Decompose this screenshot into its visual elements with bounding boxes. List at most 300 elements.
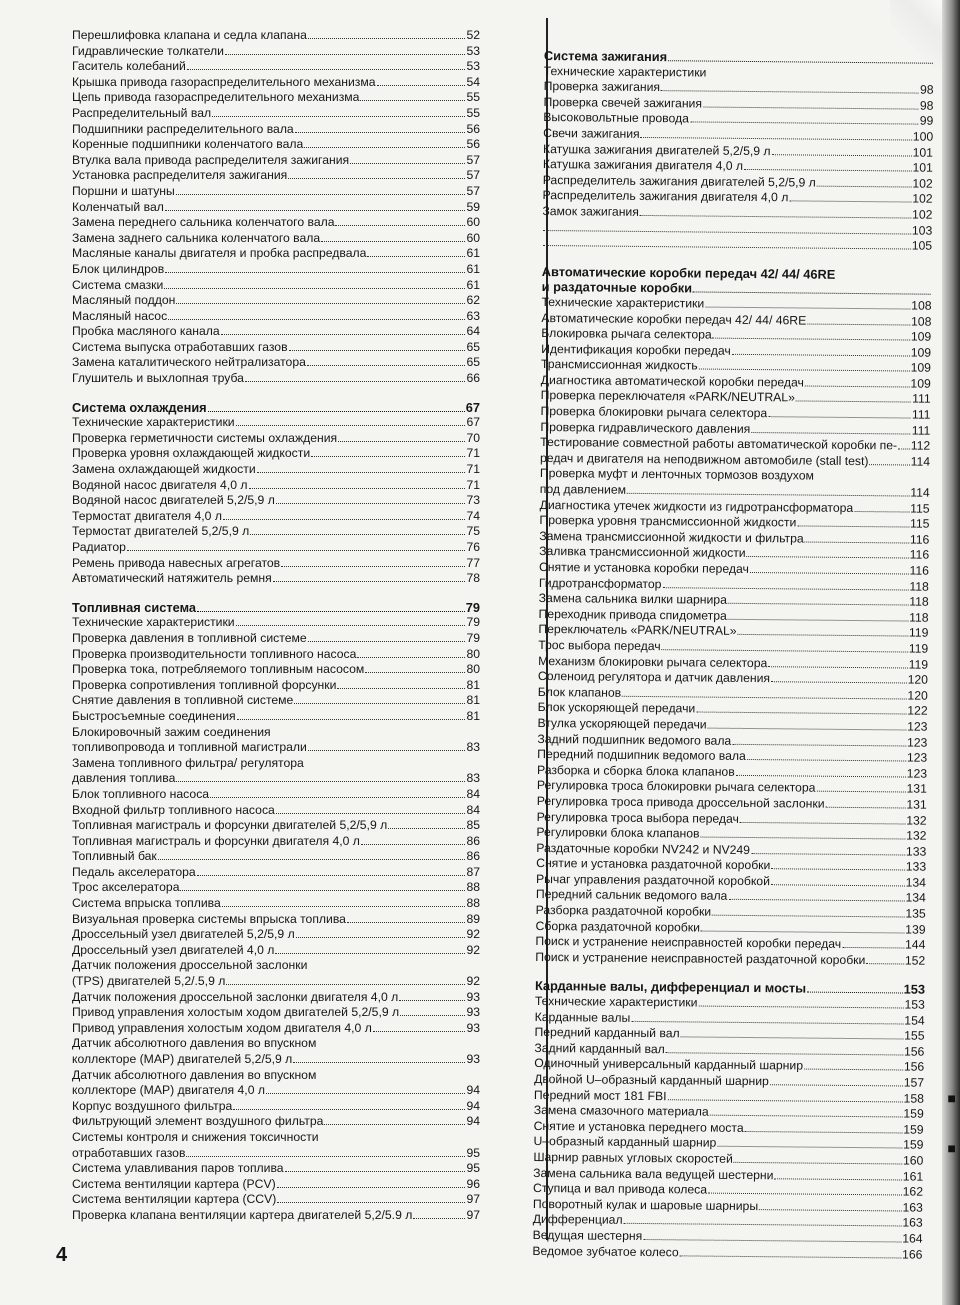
- toc-entry-title: Система зажигания: [543, 48, 668, 65]
- toc-entry-page: 153: [904, 997, 925, 1012]
- toc-entry-page: 153: [903, 981, 926, 998]
- toc-entry: [72, 371, 480, 387]
- toc-entry-page: 92: [466, 927, 480, 942]
- dot-leader: [854, 511, 909, 513]
- toc-entry-title: Заливка трансмиссионной жидкости: [539, 544, 746, 561]
- dot-leader: [186, 1156, 465, 1157]
- dot-leader: [257, 472, 466, 473]
- toc-entry: [72, 740, 480, 756]
- toc-entry-page: 159: [903, 1137, 924, 1153]
- toc-entry-page: 166: [902, 1247, 923, 1262]
- toc-entry-page: 100: [912, 129, 934, 144]
- dot-leader: [738, 634, 908, 637]
- toc-entry: [72, 647, 480, 663]
- toc-entry-page: 116: [909, 532, 930, 547]
- book-spine-edge: [942, 0, 960, 1305]
- toc-entry: [72, 309, 480, 325]
- toc-entry-title: Распределительный вал: [72, 105, 212, 120]
- toc-entry-page: 152: [904, 953, 926, 968]
- toc-entry-page: 156: [903, 1059, 925, 1075]
- toc-entry: [72, 880, 480, 896]
- toc-entry-title: Проверка уровня охлаждающей жидкости: [72, 446, 311, 461]
- dot-leader: [347, 922, 465, 923]
- toc-entry-page: 61: [466, 261, 480, 276]
- toc-entry-title: Перешлифовка клапана и седла клапана: [72, 28, 307, 42]
- toc-entry-title: Катушка зажигания двигателей 5,2/5,9 л: [542, 141, 771, 158]
- dot-leader: [361, 844, 466, 845]
- toc-entry: [72, 1099, 480, 1115]
- dot-leader: [805, 385, 910, 387]
- toc-entry: [72, 524, 480, 540]
- toc-entry: [72, 571, 480, 587]
- toc-entry-title: Проверка блокировки рычага селектора: [540, 404, 768, 421]
- dot-leader: [768, 666, 907, 668]
- dot-leader: [700, 837, 905, 840]
- toc-entry-title: Диагностика утечек жидкости из гидротрансформатора: [539, 497, 854, 515]
- toc-entry: [72, 106, 480, 122]
- dot-leader: [276, 813, 466, 814]
- toc-entry-page: 71: [466, 446, 480, 461]
- dot-leader: [208, 411, 465, 412]
- toc-entry: [72, 693, 480, 709]
- toc-entry-title: Система улавливания паров топлива: [72, 1161, 284, 1176]
- dot-leader: [734, 1162, 902, 1165]
- toc-entry-page: 92: [466, 942, 480, 957]
- dot-leader: [176, 194, 466, 195]
- toc-entry: [72, 59, 480, 75]
- toc-entry-title: Замена переднего сальника коленчатого вала: [72, 215, 335, 230]
- dot-leader: [680, 1255, 901, 1258]
- toc-entry-title: Технические характеристики: [543, 63, 707, 80]
- dot-leader: [713, 338, 910, 341]
- toc-entry-title: Проверка сопротивления топливной форсунки: [72, 677, 337, 692]
- dot-leader: [698, 1006, 903, 1009]
- dot-leader: [732, 354, 910, 357]
- toc-entry-title: Проверка производительности топливного насоса: [72, 646, 357, 661]
- dot-leader: [805, 541, 909, 543]
- toc-entry-page: 93: [466, 1020, 480, 1035]
- toc-entry-page: 53: [466, 43, 480, 58]
- toc-entry: [72, 44, 480, 60]
- toc-entry-page: 116: [909, 563, 930, 578]
- toc-entry: [72, 137, 480, 153]
- dot-leader: [225, 54, 465, 55]
- toc-entry-title: Проверка клапана вентиляции картера двигателей 5,2/5.9 л: [72, 1207, 413, 1222]
- toc-entry: [72, 478, 480, 494]
- dot-leader: [223, 519, 466, 520]
- dot-leader: [293, 1062, 465, 1063]
- toc-entry-title: Автоматический натяжитель ремня: [72, 571, 272, 586]
- dot-leader: [273, 581, 466, 582]
- toc-entry-page: 114: [910, 485, 930, 500]
- toc-entry-page: 159: [903, 1122, 924, 1137]
- toc-entry-page: 134: [905, 890, 926, 906]
- toc-entry-page: 111: [911, 423, 931, 438]
- toc-entry-page: 116: [909, 547, 930, 563]
- toc-entry-page: 115: [910, 501, 930, 516]
- toc-entry-page: 78: [466, 571, 480, 586]
- dot-leader: [413, 1218, 465, 1219]
- toc-entry: [72, 231, 480, 247]
- toc-entry-title: Ремень привода навесных агрегатов: [72, 555, 281, 570]
- toc-entry-page: 74: [466, 508, 480, 523]
- toc-entry-page: 84: [466, 786, 480, 801]
- toc-entry: [72, 431, 480, 447]
- toc-entry-title: Система вентиляции картера (CCV): [72, 1192, 277, 1207]
- dot-leader: [377, 85, 466, 86]
- dot-leader: [816, 791, 905, 793]
- dot-leader: [276, 503, 466, 504]
- toc-entry-page: 92: [466, 974, 480, 989]
- dot-leader: [275, 953, 465, 954]
- dot-leader: [728, 619, 908, 622]
- toc-entry-title: Замок зажигания: [542, 203, 639, 219]
- toc-entry-title: Гидравлические толкатели: [72, 43, 224, 58]
- toc-entry-title: Технические характеристики: [72, 615, 235, 630]
- toc-entry-page: 115: [909, 516, 930, 531]
- toc-entry-title: Замена топливного фильтра/ регулятора: [72, 755, 304, 770]
- dot-leader: [335, 225, 465, 226]
- toc-entry: [72, 927, 480, 943]
- toc-entry-page: 123: [907, 719, 928, 734]
- toc-entry-title: Технические характеристики: [534, 993, 698, 1010]
- toc-entry-title: Топливный бак: [72, 849, 157, 864]
- toc-entry-page: 155: [904, 1028, 925, 1043]
- dot-leader: [307, 365, 466, 366]
- dot-leader: [266, 1093, 465, 1094]
- toc-entry: [72, 278, 480, 294]
- toc-entry: [72, 75, 480, 91]
- dot-leader: [842, 947, 904, 949]
- toc-entry: [72, 1177, 480, 1193]
- toc-entry-title: Системы контроля и снижения токсичности: [72, 1129, 319, 1144]
- dot-leader: [771, 884, 905, 886]
- toc-entry-title: Замена смазочного материала: [533, 1103, 709, 1119]
- toc-entry-page: 71: [466, 462, 480, 477]
- toc-entry-page: 101: [912, 160, 933, 175]
- toc-entry-page: 60: [466, 215, 480, 230]
- dot-leader: [237, 719, 466, 720]
- toc-entry-title: Водяной насос двигателей 5,2/5,9 л: [72, 493, 275, 508]
- dot-leader: [750, 572, 909, 575]
- toc-entry: [72, 803, 480, 819]
- toc-entry-page: 163: [902, 1215, 923, 1231]
- toc-entry-title: Ведомое зубчатое колесо: [532, 1243, 679, 1259]
- toc-entry: [72, 1068, 480, 1084]
- toc-entry-title: Визуальная проверка системы впрыска топлива: [72, 911, 346, 926]
- toc-entry-page: 75: [466, 524, 480, 539]
- toc-entry-title: Идентификация коробки передач: [541, 341, 731, 358]
- page-number: 4: [56, 1244, 68, 1266]
- toc-entry-title: Датчик абсолютного давления во впускном: [72, 1067, 317, 1082]
- toc-entry: [72, 122, 480, 138]
- toc-entry-title: Поиск и устранение неисправностей коробки передач: [535, 934, 842, 952]
- toc-entry-title: Система охлаждения: [72, 399, 207, 415]
- toc-entry-page: 109: [910, 376, 931, 391]
- dot-leader: [728, 899, 904, 902]
- dot-leader: [627, 493, 909, 497]
- dot-leader: [643, 1239, 901, 1242]
- toc-entry-page: 109: [910, 360, 932, 376]
- dot-leader: [158, 859, 466, 860]
- toc-entry: [72, 787, 480, 803]
- toc-entry-title: Проверка гидравлического давления: [540, 419, 751, 436]
- dot-leader: [705, 306, 910, 309]
- toc-entry: [72, 1083, 480, 1099]
- toc-entry: [72, 200, 480, 216]
- dot-leader: [321, 241, 465, 242]
- toc-entry: [72, 1146, 480, 1162]
- toc-entry-page: 112: [910, 438, 931, 453]
- dot-leader: [866, 963, 904, 964]
- toc-entry-title: Ведущая шестерня: [532, 1227, 643, 1243]
- toc-entry-page: 86: [466, 833, 480, 848]
- toc-entry: [72, 974, 480, 990]
- toc-entry-page: 63: [466, 308, 480, 323]
- dot-leader: [311, 456, 465, 457]
- toc-entry-page: 120: [907, 672, 929, 687]
- toc-entry-title: Привод управления холостым ходом двигателя 4,0 л: [72, 1020, 372, 1035]
- toc-entry-title: Замена сальника вилки шарнира: [538, 591, 727, 607]
- toc-entry-title: Блок ускоряющей передачи: [537, 700, 696, 716]
- dot-leader: [693, 292, 931, 295]
- toc-entry-title: Термостат двигателя 4,0 л: [72, 508, 222, 523]
- dot-leader: [732, 743, 906, 746]
- toc-entry: [72, 1192, 480, 1208]
- dot-leader: [703, 106, 919, 109]
- toc-entry-title: Корпус воздушного фильтра: [72, 1098, 233, 1113]
- toc-entry-title: Трос выбора передач: [538, 637, 661, 654]
- dot-leader: [774, 1178, 901, 1180]
- toc-entry-title: Катушка зажигания двигателя 4,0 л: [542, 157, 744, 174]
- toc-entry: [72, 818, 480, 834]
- toc-entry: [72, 771, 480, 787]
- toc-entry-page: 61: [466, 246, 480, 261]
- toc-entry: [72, 556, 480, 572]
- dot-leader: [212, 116, 465, 117]
- toc-entry-page: 65: [466, 355, 480, 370]
- toc-entry-title: Цепь привода газораспределительного механизма: [72, 90, 360, 105]
- toc-entry-title: Снятие и установка переднего моста: [533, 1118, 744, 1135]
- toc-entry-page: 132: [906, 828, 927, 843]
- dot-leader: [690, 122, 919, 125]
- toc-entry-title: Задний подшипник ведомого вала: [537, 731, 732, 748]
- toc-entry-title: Диагностика автоматической коробки передач: [540, 372, 805, 390]
- toc-entry-page: 94: [466, 1114, 480, 1129]
- dot-leader: [728, 603, 908, 606]
- toc-entry-title: Карданные валы, дифференциал и мосты: [534, 978, 807, 996]
- toc-entry: [72, 865, 480, 881]
- dot-leader: [747, 759, 906, 762]
- toc-entry-title: и раздаточные коробки: [541, 279, 693, 296]
- toc-entry-title: Разборка раздаточной коробки: [535, 903, 712, 919]
- toc-entry: [72, 1005, 480, 1021]
- toc-entry-title: Гаситель колебаний: [72, 59, 186, 74]
- toc-entry-page: 88: [466, 880, 480, 895]
- dot-leader: [751, 853, 905, 855]
- toc-entry: [72, 340, 480, 356]
- toc-entry-page: 81: [466, 693, 480, 708]
- toc-entry-page: 94: [466, 1083, 480, 1098]
- dot-leader: [357, 657, 465, 658]
- toc-entry-page: 139: [905, 922, 926, 937]
- toc-entry-title: Двойной U–образный карданный шарнир: [534, 1071, 769, 1089]
- dot-leader: [294, 703, 465, 704]
- dot-leader: [164, 288, 465, 289]
- toc-entry-page: 80: [466, 662, 480, 677]
- toc-entry-title: Регулировка троса выбора передач: [536, 809, 740, 826]
- toc-entry-page: 79: [466, 630, 480, 645]
- toc-entry-title: Раздаточные коробки NV242 и NV249: [536, 840, 751, 857]
- toc-entry-title: Водяной насос двигателя 4,0 л: [72, 477, 248, 492]
- toc-entry-page: 57: [466, 168, 480, 183]
- toc-entry-page: 132: [906, 813, 927, 828]
- dot-leader: [367, 256, 465, 257]
- toc-entry-title: Установка распределителя зажигания: [72, 168, 288, 183]
- dot-leader: [250, 534, 465, 535]
- toc-entry-title: Топливная магистраль и форсунки двигателя 4,0 л: [72, 833, 360, 848]
- toc-entry-title: Гидротрансформатор: [538, 575, 662, 591]
- toc-entry-page: 57: [466, 152, 480, 167]
- toc-entry-title: Проверка герметичности системы охлаждения: [72, 430, 338, 445]
- toc-entry-title: Блок топливного насоса: [72, 786, 210, 801]
- dot-leader: [281, 566, 465, 567]
- toc-entry-page: 131: [906, 797, 927, 812]
- toc-entry-title: Свечи зажигания: [543, 125, 640, 141]
- dot-leader: [210, 797, 465, 798]
- toc-entry-title: Педаль акселератора: [72, 864, 196, 879]
- toc-entry-page: 162: [902, 1184, 924, 1199]
- dot-leader: [197, 875, 466, 876]
- dot-leader: [338, 441, 465, 442]
- dot-leader: [662, 587, 908, 590]
- toc-entry-page: 99: [919, 113, 934, 129]
- toc-entry: [72, 509, 480, 525]
- toc-entry-page: 66: [466, 371, 480, 386]
- toc-entry-title: Соленоид регулятора и датчик давления: [537, 669, 771, 686]
- toc-entry-page: 111: [911, 407, 931, 422]
- toc-entry: [542, 235, 932, 254]
- toc-entry-page: 120: [907, 688, 928, 703]
- dot-leader: [666, 1052, 903, 1055]
- dot-leader: [543, 230, 911, 235]
- dot-leader: [708, 728, 907, 731]
- toc-entry-page: 102: [912, 191, 933, 207]
- toc-entry: [72, 990, 480, 1006]
- toc-entry-title: под давлением: [539, 482, 627, 497]
- toc-entry-page: 53: [466, 59, 480, 74]
- dot-leader: [768, 416, 911, 418]
- dot-leader: [221, 334, 466, 335]
- dot-leader: [662, 649, 908, 652]
- toc-entry-page: 86: [466, 849, 480, 864]
- dot-leader: [624, 1223, 902, 1227]
- dot-leader: [869, 464, 909, 465]
- dot-leader: [708, 1193, 902, 1196]
- dot-leader: [631, 1021, 903, 1025]
- toc-entry-title: Замена каталитического нейтрализатора: [72, 355, 306, 370]
- toc-entry-title: Проверка зажигания: [543, 79, 661, 95]
- toc-entry-title: Топливная система: [72, 599, 197, 615]
- toc-entry-page: 79: [466, 615, 480, 630]
- toc-entry: [72, 912, 480, 928]
- dot-leader: [717, 1146, 902, 1149]
- toc-entry-page: 135: [905, 906, 926, 921]
- toc-entry: [72, 184, 480, 200]
- dot-leader: [165, 272, 465, 273]
- dot-leader: [288, 178, 465, 179]
- toc-entry: [72, 756, 480, 772]
- dot-leader: [127, 550, 466, 551]
- toc-entry-title: Привод управления холостым ходом двигателей 5,2/5,9 л: [72, 1005, 400, 1020]
- toc-entry-page: 65: [466, 339, 480, 354]
- toc-entry-title: Задний карданный вал: [534, 1040, 665, 1057]
- toc-entry-title: Блок клапанов: [537, 684, 622, 700]
- toc-entry-page: 118: [909, 594, 929, 609]
- toc-entry: [72, 1021, 480, 1037]
- dot-leader: [699, 369, 910, 372]
- toc-entry-title: Проверка переключателя «PARK/NEUTRAL»: [540, 388, 795, 405]
- toc-section-heading: [72, 400, 480, 416]
- toc-entry-page: 134: [905, 875, 927, 890]
- toc-entry-page: 118: [909, 579, 929, 594]
- toc-entry-page: 156: [903, 1044, 925, 1059]
- dot-leader: [817, 185, 912, 187]
- toc-entry-title: Тестирование совместной работы автоматической коробки пе-: [540, 435, 898, 453]
- toc-entry-title: Блокировка рычага селектора: [541, 326, 712, 342]
- toc-entry-page: 97: [466, 1207, 480, 1222]
- dot-leader: [771, 681, 907, 683]
- toc-entry-title: Втулка вала привода распределителя зажигания: [72, 152, 350, 167]
- dot-leader: [807, 323, 910, 325]
- dot-leader: [245, 381, 465, 382]
- toc-entry-page: 93: [466, 1052, 480, 1066]
- dot-leader: [308, 750, 466, 751]
- toc-entry: [72, 153, 480, 169]
- dot-leader: [373, 1031, 466, 1032]
- toc-entry: [72, 293, 480, 309]
- toc-entry-title: Одиночный универсальный карданный шарнир: [534, 1056, 804, 1073]
- toc-entry-page: 95: [466, 1161, 480, 1176]
- toc-entry-page: 62: [466, 293, 480, 308]
- dot-leader: [710, 1115, 903, 1118]
- toc-entry-page: 98: [919, 98, 934, 113]
- dot-leader: [350, 163, 465, 164]
- toc-entry-title: Блок цилиндров: [72, 261, 165, 276]
- toc-entry-title: Датчик абсолютного давления во впускном: [72, 1036, 317, 1051]
- toc-entry-page: 97: [466, 1192, 480, 1207]
- toc-right-column: [532, 48, 934, 1263]
- dot-leader: [661, 90, 919, 93]
- dot-leader: [740, 821, 905, 824]
- toc-entry: [72, 709, 480, 725]
- toc-entry-title: Замена охлаждающей жидкости: [72, 462, 256, 477]
- toc-entry-page: 76: [466, 540, 480, 554]
- dot-leader: [285, 1171, 466, 1172]
- toc-entry-title: Радиатор: [72, 540, 126, 554]
- dot-leader: [696, 712, 906, 715]
- toc-entry-page: 94: [466, 1098, 480, 1113]
- toc-entry-page: 123: [906, 750, 928, 765]
- toc-entry-title: Быстросъемные соединения: [72, 708, 236, 723]
- dot-leader: [360, 100, 465, 101]
- dot-leader: [324, 1124, 465, 1125]
- toc-entry-page: 96: [466, 1176, 480, 1191]
- toc-entry: [72, 355, 480, 371]
- toc-entry-page: 60: [466, 230, 480, 245]
- toc-entry-page: 89: [466, 911, 480, 926]
- dot-leader: [304, 147, 465, 148]
